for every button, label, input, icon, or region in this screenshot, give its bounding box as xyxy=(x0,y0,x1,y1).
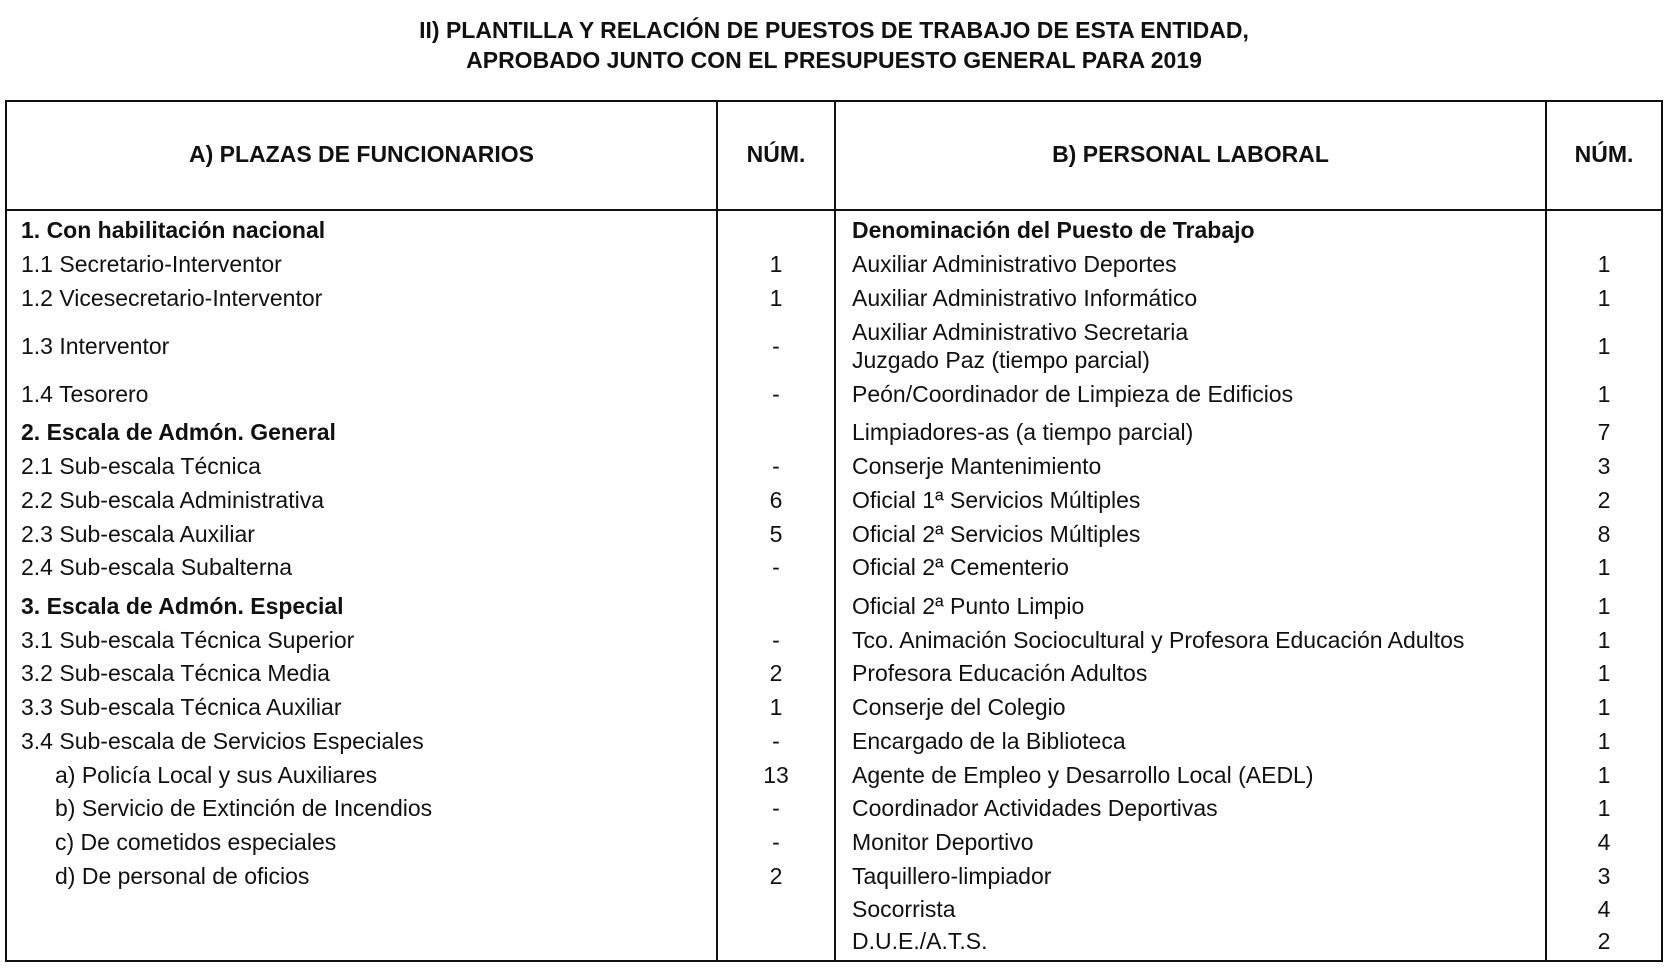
laboral-count: 1 xyxy=(1597,627,1611,653)
funcionario-item: 3.3 Sub-escala Técnica Auxiliar xyxy=(21,694,342,720)
header-laboral: B) PERSONAL LABORAL xyxy=(1052,141,1329,167)
funcionario-item: 1.4 Tesorero xyxy=(21,381,149,407)
section-heading: 1. Con habilitación nacional xyxy=(21,217,326,243)
funcionario-count: - xyxy=(772,381,780,407)
laboral-count: 1 xyxy=(1597,251,1611,277)
funcionario-count: - xyxy=(772,453,780,479)
funcionario-count: 2 xyxy=(769,660,783,686)
laboral-count: 1 xyxy=(1597,333,1611,359)
laboral-item: Auxiliar Administrativo Secretaria xyxy=(852,319,1189,345)
funcionario-item: 1.2 Vicesecretario-Interventor xyxy=(21,285,323,311)
laboral-count: 1 xyxy=(1597,381,1611,407)
laboral-item: Conserje del Colegio xyxy=(852,694,1066,720)
laboral-item: Oficial 1ª Servicios Múltiples xyxy=(852,487,1141,513)
laboral-count: 2 xyxy=(1597,928,1611,954)
section-heading: 3. Escala de Admón. Especial xyxy=(21,593,344,619)
funcionario-count: 1 xyxy=(769,285,783,311)
funcionario-item: 2.4 Sub-escala Subalterna xyxy=(21,554,293,580)
laboral-item: Socorrista xyxy=(852,896,956,922)
column-divider xyxy=(834,100,836,962)
laboral-item: Auxiliar Administrativo Informático xyxy=(852,285,1198,311)
laboral-item-continuation: Juzgado Paz (tiempo parcial) xyxy=(852,347,1150,373)
funcionario-count: 1 xyxy=(769,694,783,720)
funcionario-item: d) De personal de oficios xyxy=(55,863,310,889)
funcionario-item: b) Servicio de Extinción de Incendios xyxy=(55,795,433,821)
funcionario-count: 2 xyxy=(769,863,783,889)
funcionario-item: 2.2 Sub-escala Administrativa xyxy=(21,487,324,513)
laboral-count: 2 xyxy=(1597,487,1611,513)
funcionario-count: 1 xyxy=(769,251,783,277)
laboral-item: Taquillero-limpiador xyxy=(852,863,1052,889)
header-funcionarios: A) PLAZAS DE FUNCIONARIOS xyxy=(189,141,534,167)
funcionario-count: - xyxy=(772,795,780,821)
laboral-count: 4 xyxy=(1597,829,1611,855)
laboral-count: 7 xyxy=(1597,419,1611,445)
laboral-count: 1 xyxy=(1597,694,1611,720)
laboral-item: Profesora Educación Adultos xyxy=(852,660,1148,686)
laboral-item: Monitor Deportivo xyxy=(852,829,1034,855)
laboral-count: 1 xyxy=(1597,762,1611,788)
document-title-line-2: APROBADO JUNTO CON EL PRESUPUESTO GENERAL PARA 2019 xyxy=(466,47,1202,73)
funcionario-item: 2.1 Sub-escala Técnica xyxy=(21,453,261,479)
header-num-b: NÚM. xyxy=(1574,141,1634,167)
laboral-count: 1 xyxy=(1597,593,1611,619)
laboral-item: Encargado de la Biblioteca xyxy=(852,728,1126,754)
laboral-item: Oficial 2ª Punto Limpio xyxy=(852,593,1085,619)
laboral-count: 1 xyxy=(1597,285,1611,311)
funcionario-count: 6 xyxy=(769,487,783,513)
laboral-count: 1 xyxy=(1597,554,1611,580)
laboral-count: 1 xyxy=(1597,660,1611,686)
laboral-count: 3 xyxy=(1597,453,1611,479)
column-subheading: Denominación del Puesto de Trabajo xyxy=(852,217,1255,243)
funcionario-count: - xyxy=(772,333,780,359)
funcionario-count: 5 xyxy=(769,521,783,547)
funcionario-count: - xyxy=(772,627,780,653)
funcionario-item: 3.2 Sub-escala Técnica Media xyxy=(21,660,330,686)
laboral-count: 1 xyxy=(1597,728,1611,754)
laboral-count: 1 xyxy=(1597,795,1611,821)
laboral-item: Limpiadores-as (a tiempo parcial) xyxy=(852,419,1194,445)
funcionario-count: 13 xyxy=(763,762,789,788)
funcionario-item: a) Policía Local y sus Auxiliares xyxy=(55,762,378,788)
laboral-item: Tco. Animación Sociocultural y Profesora Educación Adultos xyxy=(852,627,1465,653)
laboral-item: Oficial 2ª Servicios Múltiples xyxy=(852,521,1141,547)
funcionario-item: 3.1 Sub-escala Técnica Superior xyxy=(21,627,355,653)
laboral-item: Peón/Coordinador de Limpieza de Edificios xyxy=(852,381,1294,407)
laboral-item: Auxiliar Administrativo Deportes xyxy=(852,251,1177,277)
header-num-a: NÚM. xyxy=(746,141,806,167)
funcionario-count: - xyxy=(772,728,780,754)
laboral-count: 4 xyxy=(1597,896,1611,922)
funcionario-item: 1.1 Secretario-Interventor xyxy=(21,251,282,277)
section-heading: 2. Escala de Admón. General xyxy=(21,419,336,445)
laboral-item: Agente de Empleo y Desarrollo Local (AEDL) xyxy=(852,762,1314,788)
funcionario-count: - xyxy=(772,829,780,855)
laboral-item: Coordinador Actividades Deportivas xyxy=(852,795,1218,821)
funcionario-item: 1.3 Interventor xyxy=(21,333,170,359)
funcionario-count: - xyxy=(772,554,780,580)
header-divider xyxy=(5,209,1663,211)
laboral-count: 8 xyxy=(1597,521,1611,547)
laboral-item: Conserje Mantenimiento xyxy=(852,453,1102,479)
laboral-count: 3 xyxy=(1597,863,1611,889)
funcionario-item: c) De cometidos especiales xyxy=(55,829,337,855)
document-title-line-1: II) PLANTILLA Y RELACIÓN DE PUESTOS DE TRABAJO DE ESTA ENTIDAD, xyxy=(419,17,1249,43)
funcionario-item: 3.4 Sub-escala de Servicios Especiales xyxy=(21,728,424,754)
funcionario-item: 2.3 Sub-escala Auxiliar xyxy=(21,521,255,547)
laboral-item: Oficial 2ª Cementerio xyxy=(852,554,1069,580)
laboral-item: D.U.E./A.T.S. xyxy=(852,928,988,954)
